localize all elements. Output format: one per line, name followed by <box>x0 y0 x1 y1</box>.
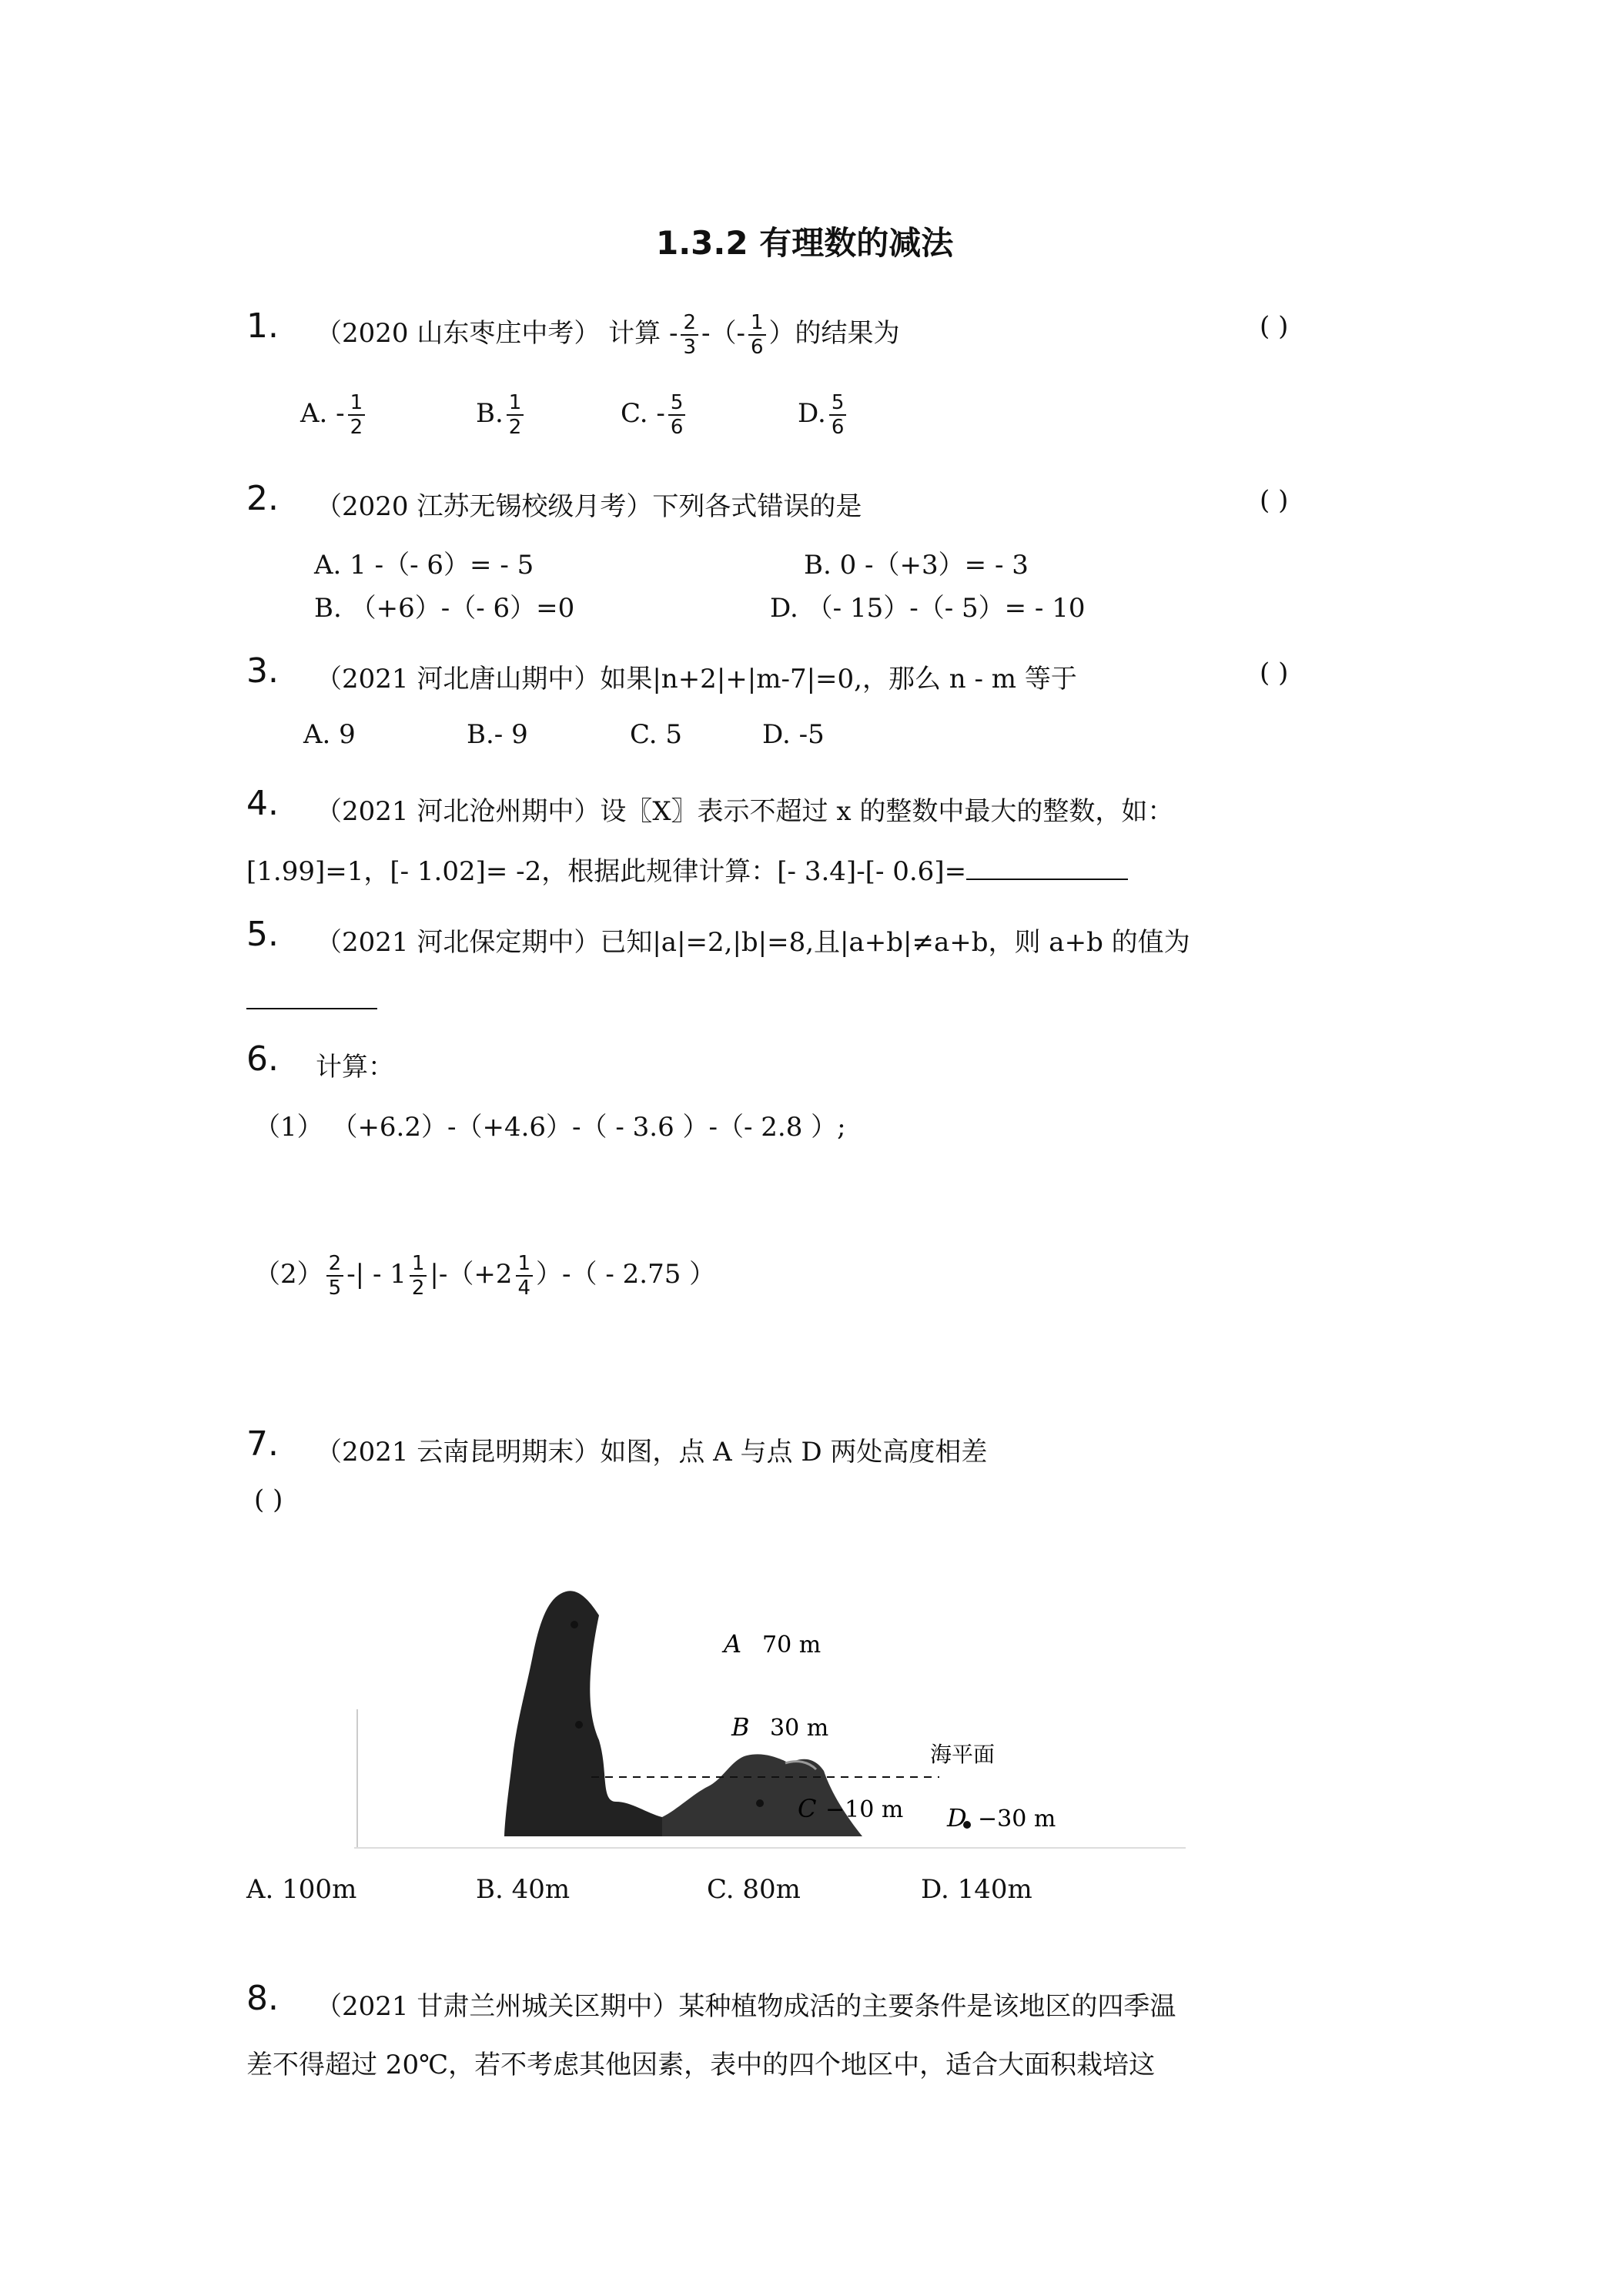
question-4-number: 4. <box>246 784 279 823</box>
question-3-source: （2021 河北唐山期中） <box>316 664 601 694</box>
question-8-number: 8. <box>246 1979 279 2018</box>
point-c-label: C <box>798 1794 817 1823</box>
question-1-stem <box>316 311 900 359</box>
question-8-source: （2021 甘肃兰州城关区期中） <box>316 1991 679 2022</box>
point-d-value: −30 m <box>978 1806 1056 1832</box>
point-b-label: B <box>731 1712 750 1742</box>
question-6-stem: 计算： <box>316 1052 394 1083</box>
fraction: $\frac{2}{3}$ <box>681 311 698 359</box>
question-6-part-1: （1） （+6.2）-（+4.6）-（ - 3.6 ）-（- 2.8 ）; <box>254 1112 846 1143</box>
option-b: B. $\frac{1}{2}$ <box>476 391 527 439</box>
option-c: B. （+6）-（- 6）=0 <box>314 593 575 624</box>
question-4-text: 设〖X〗表示不超过 x 的整数中最大的整数，如： <box>600 796 1174 827</box>
option-c: C. 5 <box>630 719 683 750</box>
question-3-number: 3. <box>246 651 279 691</box>
option-d: D. $\frac{5}{6}$ <box>798 391 849 439</box>
rock-shape <box>662 1754 862 1836</box>
question-8-line-1 <box>316 1985 1176 2023</box>
option-c: C. 80m <box>707 1874 801 1905</box>
mountain-shape <box>504 1591 662 1836</box>
option-b: B.- 9 <box>467 719 528 750</box>
question-3-text: 如果|n+2|+|m-7|=0,，那么 n - m 等于 <box>600 664 1077 694</box>
answer-paren: ( ) <box>1260 311 1289 342</box>
point-a-label: A <box>724 1629 742 1658</box>
option-c: C. - $\frac{5}{6}$ <box>621 391 688 439</box>
question-1-text-a: 计算 - <box>608 318 678 349</box>
question-7-text: 如图，点 A 与点 D 两处高度相差 <box>600 1437 988 1468</box>
question-7-stem <box>316 1431 987 1468</box>
altitude-figure <box>354 1571 1186 1856</box>
question-8-text: 某种植物成活的主要条件是该地区的四季温 <box>678 1991 1176 2022</box>
question-7-number: 7. <box>246 1424 279 1464</box>
question-2-number: 2. <box>246 479 279 518</box>
answer-blank <box>966 875 1128 880</box>
point-c-value: −10 m <box>825 1796 904 1823</box>
question-4-line-1 <box>316 790 1173 828</box>
option-a: A. 9 <box>303 719 356 750</box>
option-a: A. 100m <box>246 1874 357 1905</box>
sea-level-label: 海平面 <box>930 1742 996 1767</box>
question-1-source: （2020 山东枣庄中考） <box>316 318 601 349</box>
point-a-value: 70 m <box>762 1632 822 1658</box>
fraction: $\frac{1}{6}$ <box>748 311 766 359</box>
question-1-text-b: -（- <box>701 318 745 349</box>
question-1-text-c: ）的结果为 <box>768 318 900 349</box>
question-7-source: （2021 云南昆明期末） <box>316 1437 601 1468</box>
question-3-stem <box>316 658 1077 695</box>
option-b: B. 40m <box>476 1874 571 1905</box>
page-title: 1.3.2 有理数的减法 <box>656 224 954 262</box>
answer-paren: ( ) <box>1260 658 1289 688</box>
question-4-source: （2021 河北沧州期中） <box>316 796 601 827</box>
point-b-value: 30 m <box>770 1715 829 1742</box>
option-a: A. 1 -（- 6）= - 5 <box>314 550 534 581</box>
option-d: D. （- 15）-（- 5）= - 10 <box>770 593 1086 624</box>
option-b: B. 0 -（+3）= - 3 <box>804 550 1029 581</box>
option-a: A. - $\frac{1}{2}$ <box>300 391 368 439</box>
point-d-label: D <box>947 1803 967 1832</box>
question-2-source: （2020 江苏无锡校级月考） <box>316 491 653 522</box>
answer-paren: ( ) <box>1260 485 1289 516</box>
question-4-line-2: [1.99]=1，[- 1.02]= -2，根据此规律计算：[- 3.4]-[- 0.6]= <box>246 850 1128 888</box>
question-5-source: （2021 河北保定期中） <box>316 927 601 958</box>
question-5-text: 已知|a|=2,|b|=8,且|a+b|≠a+b，则 a+b 的值为 <box>600 927 1190 958</box>
question-5-stem <box>316 921 1190 959</box>
option-d: D. 140m <box>921 1874 1032 1905</box>
question-5-number: 5. <box>246 915 279 954</box>
question-1-number: 1. <box>246 306 279 346</box>
question-6-part-2: （2） $\frac{2}{5}$ -| - 1 $\frac{1}{2}$ |-（+2 $\frac{1}{4}$ ）-（ - 2.75 ） <box>254 1252 716 1300</box>
answer-paren: ( ) <box>254 1484 283 1515</box>
question-6-number: 6. <box>246 1039 279 1079</box>
question-8-line-2: 差不得超过 20℃，若不考虑其他因素，表中的四个地区中，适合大面积栽培这 <box>246 2050 1156 2080</box>
question-2-stem <box>316 485 862 523</box>
question-2-text: 下列各式错误的是 <box>652 491 862 522</box>
option-d: D. -5 <box>762 719 825 750</box>
answer-blank <box>246 998 377 1012</box>
